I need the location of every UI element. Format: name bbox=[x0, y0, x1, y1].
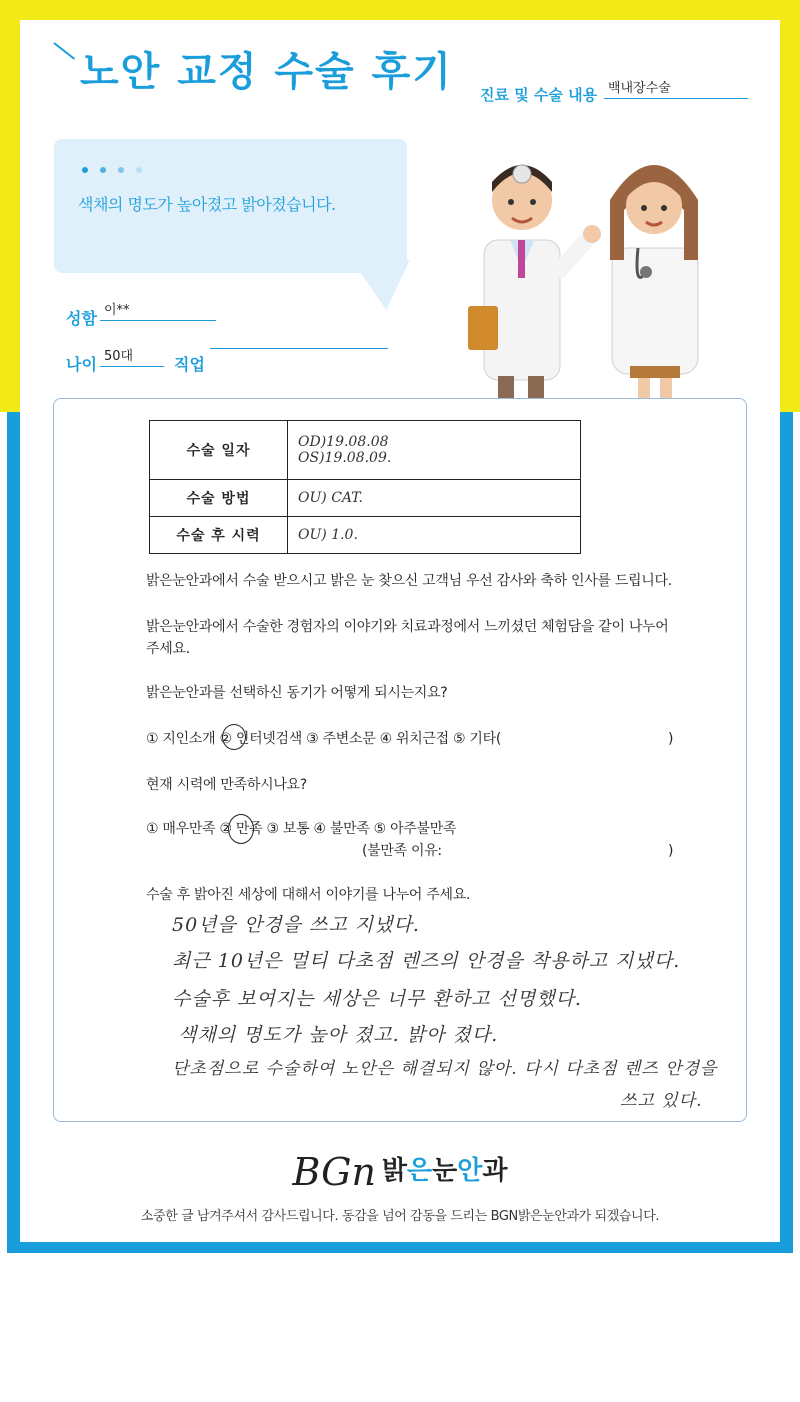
doctors-illustration bbox=[462, 140, 722, 400]
name-label: 성함 bbox=[66, 309, 97, 328]
table-row bbox=[150, 421, 581, 480]
bubble-text: 색채의 명도가 높아졌고 밝아졌습니다. bbox=[78, 195, 336, 214]
surgery-date-value: OD)19.08.08 OS)19.08.09. bbox=[288, 421, 581, 480]
intro-paragraph-2: 밝은눈안과에서 수술한 경험자의 이야기와 치료과정에서 느끼셨던 체험담을 같이 나누어주세요. bbox=[146, 619, 669, 657]
question-1: 밝은눈안과를 선택하신 동기가 어떻게 되시는지요? bbox=[146, 685, 448, 701]
question-1-options: ① 지인소개 ② 인터넷검색 ③ 주변소문 ④ 위치근접 ⑤ 기타( bbox=[146, 731, 502, 747]
job-field bbox=[210, 348, 388, 349]
male-doctor-icon bbox=[468, 165, 601, 400]
post-surgery-vision-label: 수술 후 시력 bbox=[150, 516, 288, 553]
question-1-close: ) bbox=[668, 731, 674, 747]
name-field: 이** bbox=[100, 302, 216, 321]
question-3: 수술 후 밝아진 세상에 대해서 이야기를 나누어 주세요. bbox=[146, 887, 471, 903]
question-2-reason: (불만족 이유: bbox=[362, 843, 442, 859]
question-2-close: ) bbox=[668, 843, 674, 859]
intro-paragraph-1: 밝은눈안과에서 수술 받으시고 밝은 눈 찾으신 고객님 우선 감사와 축하 인사를 드립니다. bbox=[146, 573, 672, 589]
age-label: 나이 bbox=[66, 355, 97, 374]
bgn-logo: BGn 밝은눈안과 bbox=[292, 1150, 508, 1194]
answer-line: 수술후 보여지는 세상은 너무 환하고 선명했다. bbox=[172, 988, 582, 1010]
answer-line: 쓰고 있다. bbox=[620, 1091, 703, 1111]
age-field: 50대 bbox=[100, 348, 164, 367]
answer-circle-mark bbox=[228, 814, 254, 844]
job-label: 직업 bbox=[174, 355, 205, 374]
page-title: 노안 교정 수술 후기 bbox=[80, 49, 453, 95]
treatment-label: 진료 및 수술 내용 bbox=[480, 86, 598, 104]
question-2: 현재 시력에 만족하시나요? bbox=[146, 777, 307, 793]
footer-thanks: 소중한 글 남겨주셔서 감사드립니다. 동감을 넘어 감동을 드리는 BGN밝은눈안과가 되겠습니다. bbox=[140, 1209, 660, 1224]
treatment-field: 백내장수술 bbox=[604, 80, 748, 99]
question-2-options: ① 매우만족 ② 만족 ③ 보통 ④ 불만족 ⑤ 아주불만족 bbox=[146, 821, 457, 837]
surgery-method-label: 수술 방법 bbox=[150, 479, 288, 516]
surgery-date-label: 수술 일자 bbox=[150, 421, 288, 480]
table-row bbox=[150, 516, 581, 553]
surgery-method-value: OU) CAT. bbox=[288, 479, 581, 516]
answer-circle-mark bbox=[222, 724, 246, 750]
answer-line: 단초점으로 수술하여 노안은 해결되지 않아. 다시 다초점 렌즈 안경을 bbox=[172, 1059, 718, 1079]
table-row bbox=[150, 479, 581, 516]
answer-line: 색채의 명도가 높아 졌고. 밝아 졌다. bbox=[178, 1024, 499, 1046]
answer-line: 최근 10년은 멀티 다초점 렌즈의 안경을 착용하고 지냈다. bbox=[172, 950, 681, 972]
female-doctor-icon bbox=[610, 165, 698, 400]
answer-line: 50년을 안경을 쓰고 지냈다. bbox=[172, 914, 420, 936]
surgery-info-table bbox=[149, 420, 581, 554]
post-surgery-vision-value: OU) 1.0. bbox=[288, 516, 581, 553]
bubble-dots bbox=[82, 167, 142, 173]
